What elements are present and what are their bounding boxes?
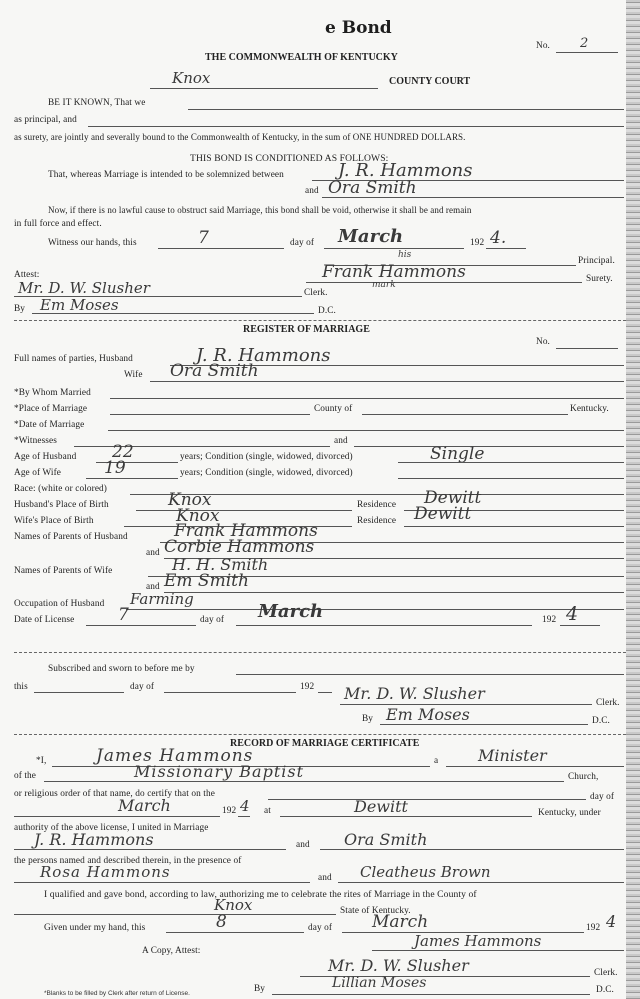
county-court-label: COUNTY COURT — [389, 76, 471, 87]
now-if-text: Now, if there is no lawful cause to obstruct said Marriage, this bond shall be void, otherwise it shall be and remain — [48, 205, 472, 215]
kentucky-under-label: Kentucky, under — [538, 808, 601, 818]
bond-groom-value: J. R. Hammons — [338, 160, 473, 181]
county-of-label: County of — [314, 404, 353, 414]
parents-husband-2-value: Corbie Hammons — [164, 537, 315, 557]
wife-name-value: Ora Smith — [170, 361, 259, 381]
wife-birth-label: Wife's Place of Birth — [14, 516, 94, 526]
husband-birth-value: Knox — [168, 490, 212, 510]
footnote: *Blanks to be filled by Clerk after return of License. — [44, 990, 190, 997]
wife-residence-label: Residence — [357, 516, 397, 526]
kentucky-label: Kentucky. — [570, 404, 609, 414]
bond-clerk-value: Mr. D. W. Slusher — [18, 279, 150, 297]
church-label: Church, — [568, 772, 599, 782]
church-value: Missionary Baptist — [134, 762, 305, 781]
principal-label: Principal. — [578, 256, 615, 266]
husband-condition-value: Single — [430, 444, 485, 464]
bond-dc-label: D.C. — [318, 306, 336, 316]
copy-clerk-value: Mr. D. W. Slusher — [328, 956, 469, 975]
witnesses-and-label: and — [334, 436, 348, 446]
copy-clerk-label: Clerk. — [594, 968, 618, 978]
united-and-label: and — [296, 840, 310, 850]
bond-month-value: March — [338, 226, 404, 247]
parents-wife-2-value: Em Smith — [164, 571, 249, 591]
persons-named-text: the persons named and described therein, in the presence of — [14, 856, 242, 866]
bond-clerk-label: Clerk. — [304, 288, 328, 298]
copy-dc-value: Lillian Moses — [332, 975, 427, 991]
date-marriage-label: *Date of Marriage — [14, 420, 85, 430]
witnesses-label: *Witnesses — [14, 436, 57, 446]
as-principal: as principal, and — [14, 115, 77, 125]
parents-wife-label: Names of Parents of Wife — [14, 566, 113, 576]
husband-residence-value: Dewitt — [424, 488, 482, 508]
license-year-value: 4 — [566, 603, 579, 625]
parents-husband-label: Names of Parents of Husband — [14, 532, 128, 542]
cert-a-label: a — [434, 756, 439, 766]
occupation-label: Occupation of Husband — [14, 599, 105, 609]
copy-attest-label: A Copy, Attest: — [142, 946, 201, 956]
sworn-clerk-value: Mr. D. W. Slusher — [344, 684, 485, 703]
cert-county-value: Knox — [214, 896, 253, 914]
license-day-of-label: day of — [200, 615, 225, 625]
cert-day-of-label: day of — [590, 792, 615, 802]
license-year-prefix: 192 — [542, 615, 557, 625]
sworn-year-prefix: 192 — [300, 682, 315, 692]
cert-of-the-label: of the — [14, 771, 37, 781]
given-month-value: March — [372, 912, 429, 932]
attest-label: Attest: — [14, 270, 40, 280]
whereas-text: That, whereas Marriage is intended to be solemnized between — [48, 170, 284, 180]
bond-bride-value: Ora Smith — [328, 178, 417, 198]
wife-residence-value: Dewitt — [414, 504, 472, 524]
bond-no-label: No. — [536, 41, 550, 51]
by-whom-label: *By Whom Married — [14, 388, 91, 398]
bond-day-value: 7 — [198, 228, 209, 248]
witness-hands: Witness our hands, this — [48, 238, 137, 248]
state-of-kentucky: State of Kentucky. — [340, 906, 411, 916]
authority-text: authority of the above license, I united in Marriage — [14, 823, 209, 833]
age-husband-value: 22 — [112, 442, 134, 462]
occupation-value: Farming — [130, 590, 194, 608]
united-groom-value: J. R. Hammons — [34, 830, 154, 849]
place-label: *Place of Marriage — [14, 404, 88, 414]
witness-2-value: Cleatheus Brown — [360, 863, 491, 881]
bond-year-prefix: 192 — [470, 238, 485, 248]
sworn-day-of-label: day of — [130, 682, 155, 692]
bond-by-label: By — [14, 304, 26, 314]
conditioned-heading: THIS BOND IS CONDITIONED AS FOLLOWS: — [190, 153, 389, 164]
cert-place-value: Dewitt — [354, 797, 408, 816]
parents-husband-1-value: Frank Hammons — [174, 521, 318, 541]
scan-edge-shadow — [626, 0, 640, 999]
minister-title-value: Minister — [478, 746, 547, 765]
wife-birth-value: Knox — [176, 506, 220, 526]
sworn-dc-label: D.C. — [592, 716, 610, 726]
husband-name-value: J. R. Hammons — [196, 345, 331, 366]
bond-year-value: 4. — [490, 228, 507, 248]
bond-no-value: 2 — [580, 36, 589, 51]
husband-birth-label: Husband's Place of Birth — [14, 500, 109, 510]
commonwealth-heading: THE COMMONWEALTH OF KENTUCKY — [205, 52, 398, 63]
sworn-by-label: By — [362, 714, 374, 724]
sworn-clerk-label: Clerk. — [596, 698, 620, 708]
husband-residence-label: Residence — [357, 500, 397, 510]
qualified-text: I qualified and gave bond, according to law, authorizing me to celebrate the rites of Marriage in the County of — [44, 889, 477, 900]
given-day-value: 8 — [216, 912, 227, 932]
minister-name-value: James Hammons — [96, 746, 254, 766]
given-day-of-label: day of — [308, 923, 333, 933]
given-year-value: 4 — [606, 912, 617, 931]
cert-at-label: at — [264, 806, 271, 816]
parents-wife-1-value: H. H. Smith — [172, 555, 269, 574]
sworn-dc-value: Em Moses — [386, 705, 470, 724]
license-month-value: March — [258, 601, 324, 622]
parents-husband-and: and — [146, 548, 160, 558]
bond-title: e Bond — [325, 18, 392, 38]
license-day-value: 7 — [118, 605, 129, 625]
bond-county-value: Knox — [172, 69, 211, 87]
full-force-text: in full force and effect. — [14, 219, 102, 229]
age-husband-label: Age of Husband — [14, 452, 77, 462]
copy-by-label: By — [254, 984, 266, 994]
religious-order-text: or religious order of that name, do certify that on the — [14, 789, 215, 799]
witness-1-value: Rosa Hammons — [40, 863, 171, 881]
minister-signature-value: James Hammons — [414, 932, 542, 950]
cert-year-prefix: 192 — [222, 806, 237, 816]
given-under-text: Given under my hand, this — [44, 923, 146, 933]
register-no-label: No. — [536, 337, 550, 347]
full-names-label: Full names of parties, Husband — [14, 354, 133, 364]
united-bride-value: Ora Smith — [344, 830, 428, 849]
register-heading: REGISTER OF MARRIAGE — [243, 324, 370, 335]
age-wife-value: 19 — [104, 458, 126, 478]
mark-bottom: mark — [372, 280, 396, 290]
surety-label: Surety. — [586, 274, 613, 284]
as-surety: as surety, are jointly and severally bound to the Commonwealth of Kentucky, in the sum of ONE HUNDRED DOLLARS. — [14, 132, 466, 142]
bond-dc-value: Em Moses — [40, 296, 119, 314]
race-label: Race: (white or colored) — [14, 484, 108, 494]
witness-and-label: and — [318, 873, 332, 883]
subscribed-text: Subscribed and sworn to before me by — [48, 664, 195, 674]
cert-month-value: March — [118, 796, 171, 815]
given-year-prefix: 192 — [586, 923, 601, 933]
date-license-label: Date of License — [14, 615, 75, 625]
age-wife-label: Age of Wife — [14, 468, 62, 478]
cert-year-value: 4 — [240, 797, 250, 815]
copy-dc-label: D.C. — [596, 985, 614, 995]
certificate-heading: RECORD OF MARRIAGE CERTIFICATE — [230, 738, 420, 749]
sworn-this-label: this — [14, 682, 28, 692]
cert-i-label: *I, — [36, 756, 47, 766]
wife-label: Wife — [124, 370, 143, 380]
bond-and-label: and — [305, 186, 319, 196]
husband-condition-label: years; Condition (single, widowed, divorced) — [180, 452, 353, 462]
be-it-known: BE IT KNOWN, That we — [48, 98, 146, 108]
wife-condition-label: years; Condition (single, widowed, divorced) — [180, 468, 353, 478]
his-mark-top: his — [398, 250, 412, 260]
parents-wife-and: and — [146, 582, 160, 592]
bond-day-of-label: day of — [290, 238, 315, 248]
surety-value: Frank Hammons — [322, 262, 466, 282]
